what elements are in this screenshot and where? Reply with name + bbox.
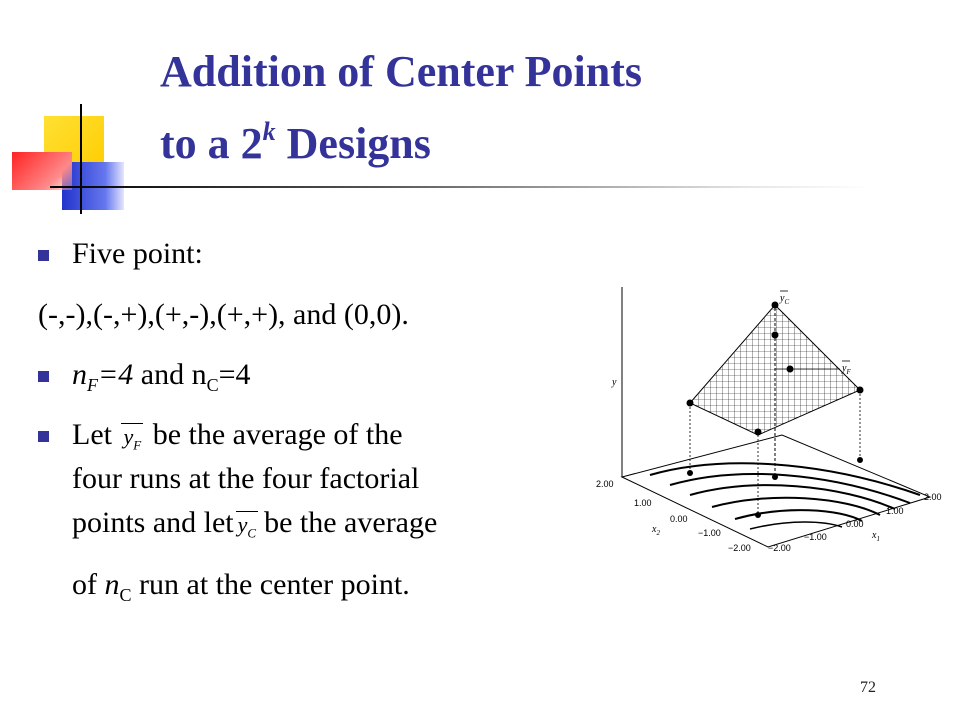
bullet-3-line-2: four runs at the four factorial	[72, 462, 420, 495]
x1-tick: 2.00	[924, 492, 942, 502]
title-line-2-suffix: Designs	[275, 119, 431, 168]
factorial-point	[857, 387, 864, 394]
nc-subscript: C	[206, 375, 219, 395]
title-line-1: Addition of Center Points	[160, 47, 642, 96]
bullet-3-rest: be the average of the	[152, 418, 403, 451]
y-axis-label: y	[612, 377, 617, 388]
title-line-2-prefix: to a 2	[160, 119, 263, 168]
bullet-marker	[38, 431, 49, 442]
decor-vertical-line	[80, 104, 82, 214]
yf-bar-symbol	[121, 423, 143, 458]
x1-tick: 1.00	[886, 506, 904, 516]
bullet-marker	[38, 371, 49, 382]
let-word: Let	[72, 418, 112, 451]
be-the-average: be the average	[264, 506, 438, 539]
nf-symbol: n	[72, 358, 87, 391]
x2-axis-label: $x_2$	[652, 524, 660, 537]
nf-subscript: F	[87, 375, 98, 395]
nf-value: =4	[98, 358, 134, 391]
page-number: 72	[860, 679, 876, 696]
bullet-3-line-1	[72, 417, 403, 458]
response-surface-figure	[590, 285, 950, 565]
bullet-marker	[38, 250, 49, 261]
x1-tick: 0.00	[846, 519, 864, 529]
yf-sub: F	[133, 437, 142, 453]
factorial-point	[755, 429, 762, 436]
title-underline	[50, 186, 870, 188]
x1-tick: −2.00	[768, 543, 791, 553]
x2-tick: −1.00	[698, 528, 721, 538]
x2-tick: 0.00	[670, 514, 688, 524]
x1-axis-label: $x_1$	[872, 530, 880, 543]
slide-title	[160, 42, 642, 174]
x2-tick: 2.00	[596, 479, 614, 489]
base-plane	[622, 435, 930, 547]
yc-sub: C	[247, 525, 257, 541]
bullet-3-line-4	[72, 567, 410, 613]
base-point	[857, 457, 863, 463]
yf-label: $y_F$	[842, 363, 851, 376]
nc-italic: n	[104, 568, 120, 601]
yc-label: $y_C$	[780, 293, 790, 306]
points-and-let: points and let	[72, 506, 234, 539]
title-exponent: k	[262, 117, 276, 146]
yf-base: y	[123, 424, 134, 449]
bullet-1-subtext: (-,-),(-,+),(+,-),(+,+), and (0,0).	[38, 298, 409, 331]
run-at-center: run at the center point.	[131, 568, 410, 601]
yc-base: y	[237, 512, 248, 537]
base-point	[687, 470, 693, 476]
bullet-3-line-3	[72, 505, 437, 546]
and-nc: and n	[133, 358, 207, 391]
x2-tick: −2.00	[728, 543, 751, 553]
base-point	[755, 512, 761, 518]
center-point	[772, 302, 779, 309]
nc-value: =4	[218, 358, 251, 391]
center-point	[772, 332, 779, 339]
base-point	[772, 474, 778, 480]
of-word: of	[72, 568, 105, 601]
x1-tick: −1.00	[804, 532, 827, 542]
decor-red-square	[12, 152, 72, 190]
yc-bar-symbol	[236, 511, 258, 546]
bullet-2-text	[72, 357, 251, 403]
nc-italic-sub: C	[119, 585, 132, 605]
x2-tick: 1.00	[634, 498, 652, 508]
factorial-point	[687, 400, 694, 407]
bullet-1-text: Five point:	[72, 237, 203, 270]
